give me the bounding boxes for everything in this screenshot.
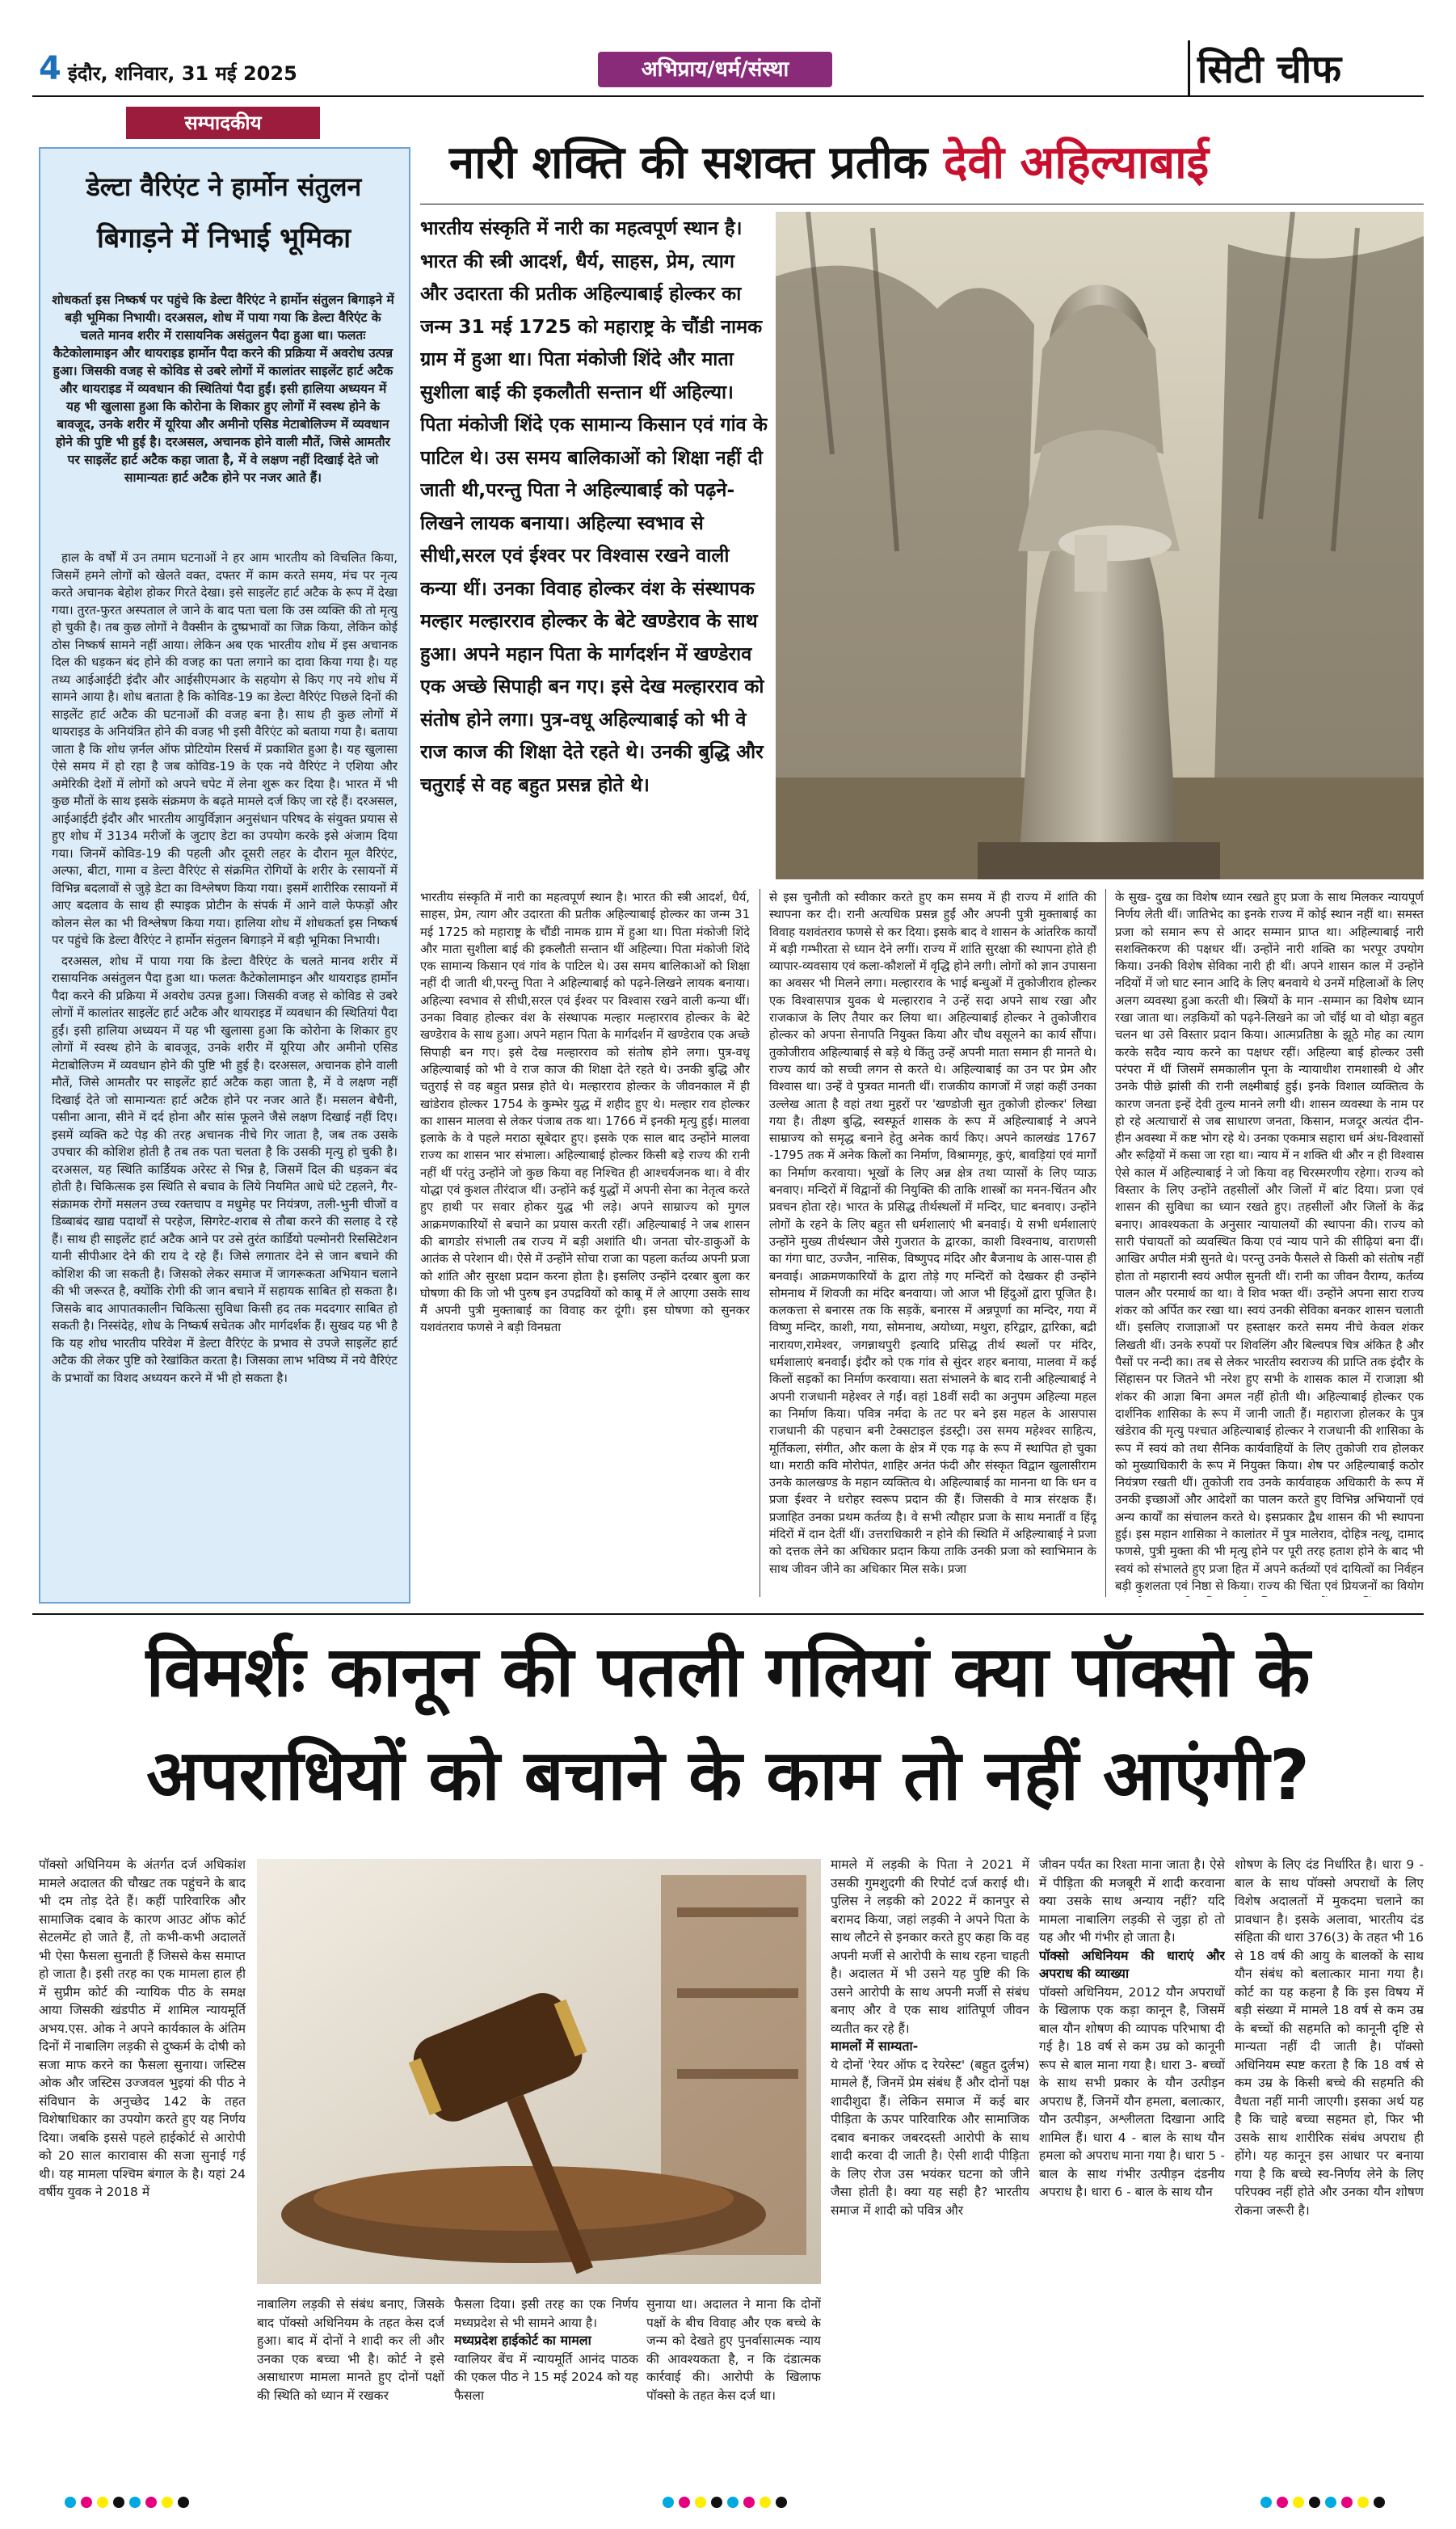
print-color-marks <box>1260 2496 1390 2511</box>
gavel-photo <box>257 1859 821 2284</box>
header-rule <box>32 95 1424 97</box>
ahilya-headline-highlight: देवी अहिल्याबाई <box>943 137 1210 189</box>
column-divider <box>1105 889 1106 1597</box>
ahilya-headline-main: नारी शक्ति की सशक्त प्रतीक <box>449 137 928 189</box>
vimarsh-col3-text: फैसला दिया। इसी तरह का एक निर्णय मध्यप्रदेश से भी सामने आया है। <box>454 2297 638 2330</box>
section-divider <box>32 1613 1424 1615</box>
vimarsh-col6-text: जीवन पर्यंत का रिश्ता माना जाता है। ऐसे में पीड़िता की मजबूरी में शादी करवाना क्या उसके साथ अन्याय नहीं? यदि मामला नाबालिग लड़की से जुड़ा हो तो यह और भी गंभीर हो जाता है। <box>1039 1857 1225 1945</box>
vimarsh-column-2: नाबालिग लड़की से संबंध बनाए, जिसके बाद पॉक्सो अधिनियम के तहत केस दर्ज हुआ। बाद में दोनों ने शादी कर ली और उनका एक बच्चा भी है। कोर्ट ने इसे असाधारण मामला मानते हुए दोनों पक्षों की स्थिति को ध्यान में रखकर <box>257 2297 444 2403</box>
section-label: अभिप्राय/धर्म/संस्था <box>598 52 832 87</box>
vimarsh-subhead-mp: मध्यप्रदेश हाईकोर्ट का मामला <box>454 2333 591 2348</box>
vimarsh-column-5 <box>831 1856 1029 2455</box>
editorial-headline-1: डेल्टा वैरिएंट ने हार्मोन संतुलन <box>86 171 362 202</box>
vimarsh-column-3 <box>454 2295 638 2455</box>
page-number: 4 <box>39 50 61 87</box>
vimarsh-column-6 <box>1039 1856 1225 2455</box>
ahilya-column-2: से इस चुनौती को स्वीकार करते हुए कम समय में ही राज्य में शांति की स्थापना कर दी। रानी अत्यधिक प्रसन्न हुईं और अपनी पुत्री मुक्ताबाई का विवाह यशवंतराव फणसे से कर दिया। इसके बाद वे शासन के आंतरिक कार्यों में बड़ी गम्भीरता से ध्यान देने लगीं। राज्य में शांति सुरक्षा की स्थापना होते ही व्यापार-व्यवसाय एवं कला-कौशलों में वृद्धि होने लगी। लोगों को ज्ञान उपासना का अवसर भी मिलने लगा। मल्हारराव के भाई बन्धुओं में तुकोजीराव होल्कर एक विश्वासपात्र युवक थे मल्हारराव ने उन्हें सदा अपने साथ रखा और राजकाज के लिए तैयार कर लिया था। अहिल्याबाई होल्कर ने तुकोजीराव होल्कर को अपना सेनापति नियुक्त किया और चौथ वसूलने का कार्य सौंपा। तुकोजीराव अहिल्याबाई से बड़े थे किंतु उन्हें अपनी माता समान ही मानते थे। राज्य कार्य को सच्ची लगन से करते थे। अहिल्याबाई का उन पर प्रेम और विश्वास था। उन्हें वे पुत्रवत मानती थीं। राजकीय कागजों में जहां कहीं उनका उल्लेख आता है वहां तथा मुहरों पर 'खण्डोजी सुत तुकोजी होल्कर' लिखा गया है। तीक्ष्ण बुद्धि, स्वस्फूर्त शासक के रूप में अहिल्याबाई ने अपने साम्राज्य को समृद्ध बनाने हेतु अनेक कार्य किए। अपने कालखंड 1767 -1795 तक में अनेक किलों का निर्माण, विश्रामगृह, कुएं, बावड़ियां एवं मार्गों का निर्माण करवाया। भूखों के लिए अन्न क्षेत्र तथा प्यासों के लिए प्याऊ बनवाए। मन्दिरों में विद्वानों की नियुक्ति की ताकि शास्त्रों का मनन-चिंतन और प्रवचन होता रहे। भारत के प्रसिद्ध तीर्थस्थलों में मन्दिर, घाट बनवाए। उन्होंने लोगों के रहने के लिए बहुत सी धर्मशालाएं भी बनवाई। ये सभी धर्मशालाएं उन्होंने मुख्य तीर्थस्थान जैसे गुजरात के द्वारका, काशी विश्वनाथ, वाराणसी का गंगा घाट, उज्जैन, नासिक, विष्णुपद मंदिर और बैजनाथ के आस-पास ही बनवाई। आक्रमणकारियों के द्वारा तोड़े गए मन्दिरों को देखकर ही उन्होंने सोमनाथ में शिवजी का मंदिर बनवाया। जो आज भी हिंदुओं द्वारा पूजित है। कलकत्ता से बनारस तक कि सड़कें, बनारस में अन्नपूर्णा का मन्दिर, गया में विष्णु मन्दिर, काशी, गया, सोमनाथ, अयोध्या, मथुरा, हरिद्वार, द्वारिका, बद्री नारायण,रामेश्वर, जगन्नाथपुरी इत्यादि प्रसिद्ध तीर्थ स्थलों पर मंदिर, धर्मशालाएं बनवाईं। इंदौर को एक गांव से सुंदर शहर बनाया, मालवा में कई किलों सड़कों का निर्माण करवाया। सता संभालने के बाद रानी अहिल्याबाई ने अपनी राजधानी महेश्वर ले गईं। वहां 18वीं सदी का अनुपम अहिल्या महल का निर्माण किया। पवित्र नर्मदा के तट पर बने इस महल के आसपास राजधानी की पहचान बनी टेक्सटाइल इंडस्ट्री। उस समय महेश्वर साहित्य, मूर्तिकला, संगीत, और कला के क्षेत्र में एक गढ़ के रूप में स्थापित हो चुका था। मराठी कवि मोरोपंत, शाहिर अनंत फंदी और संस्कृत विद्वान खुलासीराम उनके कालखण्ड के महान व्यक्तित्व थे। अहिल्याबाई का मानना था कि धन व प्रजा ईश्वर ने धरोहर स्वरूप प्रदान की हैं। जिसकी वे मात्र संरक्षक हैं। प्रजाहित उनका प्रथम कर्तव्य है। वे सभी त्यौहार प्रजा के साथ मनातीं व हिंदू मंदिरों में दान देतीं थीं। उत्तराधिकारी न होने की स्थिति में अहिल्याबाई ने प्रजा को दत्तक लेने का अधिकार प्रदान किया ताकि उनकी प्रजा को स्वाभिमान के साथ जीवन जीने का अधिकार मिल सके। प्रजा <box>769 891 1096 1576</box>
date-line: इंदौर, शनिवार, 31 मई 2025 <box>68 62 297 85</box>
vimarsh-col6-text-b: पॉक्सो अधिनियम, 2012 यौन अपराधों के खिलाफ एक कड़ा कानून है, जिसमें बाल यौन शोषण की व्यापक परिभाषा दी गई है। 18 वर्ष से कम उम्र को कानूनी रूप से बाल माना गया है। धारा 3- बच्चों के साथ सभी प्रकार के यौन उत्पीड़न अपराध हैं, जिनमें यौन हमला, बलात्कार, यौन उत्पीड़न, अश्लीलता दिखाना आदि शामिल हैं। धारा 4 - बाल के साथ यौन हमला को अपराध माना गया है। धारा 5 - बाल के साथ गंभीर उत्पीड़न दंडनीय अपराध है। धारा 6 - बाल के साथ यौन <box>1039 1984 1225 2199</box>
newspaper-brand: सिटी चीफ <box>1197 47 1342 92</box>
vimarsh-headline-1: विमर्शः कानून की पतली गलियां क्या पॉक्सो के <box>145 1632 1311 1713</box>
vimarsh-subhead-similarity: मामलों में साम्यता- <box>831 2038 919 2054</box>
header-bracket-icon <box>1188 40 1195 95</box>
editorial-lead: शोधकर्ता इस निष्कर्ष पर पहुंचे कि डेल्टा वैरिएंट ने हार्मोन संतुलन बिगाड़ने में बड़ी भूमिका निभायी। दरअसल, शोध में पाया गया कि डेल्टा वैरिएंट के चलते मानव शरीर में रासायनिक असंतुलन पैदा हुआ था। फलतः कैटेकोलामाइन और थायराइड हार्मोन पैदा करने की प्रक्रिया में अवरोध उत्पन्न हुआ। जिसकी वजह से कोविड से उबरे लोगों में कालांतर साइलेंट हार्ट अटैक और थायराइड में व्यवधान की स्थितियां पैदा हुईं। इसी हालिया अध्ययन में यह भी खुलासा हुआ कि कोरोना के शिकार हुए लोगों में स्वस्थ होने के बावजूद, उनके शरीर में यूरिया और अमीनो एसिड मेटाबोलिज्म में व्यवधान होने की पुष्टि भी हुई है। दरअसल, अचानक होने वाली मौतें, जिसे आमतौर पर साइलेंट हार्ट अटैक कहा जाता है, में वे लक्षण नहीं दिखाई देते जो सामान्यतः हार्ट अटैक होने पर नजर आते हैं। <box>52 293 394 485</box>
vimarsh-col3-text-b: ग्वालियर बेंच में न्यायमूर्ति आनंद पाठक की एकल पीठ ने 15 मई 2024 को यह फैसला <box>454 2351 638 2403</box>
vimarsh-col5-text: मामले में लड़की के पिता ने 2021 में उसकी गुमशुदगी की रिपोर्ट दर्ज कराई थी। पुलिस ने लड़की को 2022 में कानपुर से बरामद किया, जहां लड़की ने अपने पिता के साथ लौटने से इनकार करते हुए कहा कि वह अपनी मर्जी से आरोपी के साथ रहना चाहती है। अदालत में भी उसने यह पुष्टि की कि उसने आरोपी के साथ अपनी मर्जी से संबंध बनाए और वे एक साथ शांतिपूर्ण जीवन व्यतीत कर रहे हैं। <box>831 1857 1029 2036</box>
vimarsh-column-4: सुनाया था। अदालत ने माना कि दोनों पक्षों के बीच विवाह और एक बच्चे के जन्म को देखते हुए पुनर्वासात्मक न्याय की आवश्यकता है, न कि दंडात्मक कार्रवाई की। आरोपी के खिलाफ पॉक्सो के तहत केस दर्ज था। <box>646 2297 821 2403</box>
editorial-tag: सम्पादकीय <box>126 107 320 139</box>
editorial-paragraph: हाल के वर्षों में उन तमाम घटनाओं ने हर आम भारतीय को विचलित किया, जिसमें हमने लोगों को खेलते वक्त, दफ्तर में काम करते समय, मंच पर नृत्य करते अचानक बेहोश होकर गिरते देखा। इसे साइलेंट हार्ट अटैक के रूप में देखा गया। तुरत-फुरत अस्पताल ले जाने के बाद पता चला कि उस व्यक्ति की तो मृत्यु हो चुकी है। तब कुछ लोगों ने वैक्सीन के दुष्प्रभावों का जिक्र किया, लेकिन कोई ठोस निष्कर्ष सामने नहीं आया। लेकिन अब एक भारतीय शोध में इस अचानक दिल की धड़कन बंद होने की वजह का पता लगाने का दावा किया गया है। यह तथ्य आईआईटी इंदौर और आईसीएमआर के सहयोग से किए गए नये शोध में सामने आया है। शोध बताता है कि कोविड-19 का डेल्टा वैरिएंट पिछले दिनों की साइलेंट हार्ट अटैक की घटनाओं की वजह बना है। साथ ही कुछ लोगों में थायराइड के अनियंत्रित होने की वजह भी इसी वैरिएंट को बताया गया है। बताया जाता है कि शोध ज़र्नल ऑफ प्रोटियोम रिसर्च में प्रकाशित हुआ है। यह खुलासा ऐसे समय में हो रहा है जब कोविड-19 के एक नये वैरिएंट ने एशिया और अमेरिकी देशों में लोगों को अपने चपेट में लेना शुरू कर दिया है। भारत में भी कुछ मौतों के साथ इसके संक्रमण के बढ़ते मामले दर्ज किए जा रहे हैं। दरअसल, आईआईटी इंदौर और भारतीय आयुर्विज्ञान अनुसंधान परिषद के संयुक्त प्रयास से हुए शोध में 3134 मरीजों के जुटाए डेटा का उपयोग करके इसे अंजाम दिया गया। जिनमें कोविड-19 की पहली और दूसरी लहर के दौरान मूल वैरिएंट, अल्फा, बीटा, गामा व डेल्टा वैरिएंट से संक्रमित रोगियों के शरीर के रसायनों में विभिन्न बदलावों से जुड़े डेटा का विश्लेषण किया गया। इसमें शारीरिक रसायनों में आए बदलाव के साथ ही स्पाइक प्रोटीन के संपर्क में आने वाले फेफड़ों और कोलन सेल का भी विश्लेषण किया गया। हालिया शोध में शोधकर्ता इस निष्कर्ष पर पहुंचे कि डेल्टा वैरिएंट ने हार्मोन संतुलन बिगाड़ने में बड़ी भूमिका निभायी। <box>52 550 398 947</box>
editorial-body <box>52 550 398 1592</box>
ahilya-column-3: के सुख- दुख का विशेष ध्यान रखते हुए प्रजा के साथ मिलकर न्यायपूर्ण निर्णय लेती थीं। जातिभेद का इनके राज्य में कोई स्थान नहीं था। समस्त प्रजा को समान रूप से आदर सम्मान प्राप्त था। अहिल्याबाई नारी सशक्तिकरण की पक्षधर थीं। उन्होंने नारी शक्ति का भरपूर उपयोग किया। उनकी विशेष सेविका नारी ही थीं। अपने शासन काल में उन्होंने नदियों में जो घाट स्नान आदि के लिए बनवाये थे उनमें महिलाओं के लिए अलग व्यवस्था हुआ करती थी। स्त्रियों के मान -सम्मान का विशेष ध्यान रखा जाता था। लड़कियों को पढ़ने-लिखने का जो चाँई था वो थोड़ा बहुत चलन था उसे विस्तार प्रदान किया। आत्मप्रतिष्ठा के झूठे मोह का त्याग करके सदैव न्याय करने का पक्षधर रहीं। अहिल्या बाई होल्कर उसी परंपरा में थीं जिसमें समकालीन पूना के न्यायाधीश रामशास्त्री थे और उनके पीछे झांसी की रानी लक्ष्मीबाई हुई। इनके विशाल व्यक्तित्व के कारण जनता इन्हें देवी तुल्य मानने लगी थी। शासन व्यवस्था के नाम पर हो रहे अत्याचारों से जब साधारण जनता, किसान, मजदूर अत्यंत दीन-हीन अवस्था में कष्ट भोग रहे थे। उनका एकमात्र सहारा धर्म अंध-विश्वासों और रूढ़ियों में कसा जा रहा था। न्याय में न शक्ति थी और न ही विश्वास ऐसे काल में अहिल्याबाई ने जो किया वह चिरस्मरणीय रहेगा। राज्य को विस्तार के लिए उन्होंने तहसीलों और जिलों में बांट दिया। प्रजा एवं शासन की सुविधा का ध्यान रखते हुए। तहसीलों और जिलों के केंद्र बनाए। आवश्यकता के अनुसार न्यायालयों की स्थापना की। राज्य को सारी पंचायतों को व्यवस्थित किया एवं न्याय पाने की सीढ़ियां बना दीं। आखिर अपील मंत्री सुनते थे। परन्तु उनके फैसले से किसी को संतोष नहीं होता तो महारानी स्वयं अपील सुनती थीं। रानी का जीवन वैराग्य, कर्तव्य पालन और परमार्थ का था। वे शिव भक्त थीं। उन्होंने अपना सारा राज्य शंकर को अर्पित कर रखा था। स्वयं उनकी सेविका बनकर शासन चलाती थीं। इसलिए राजाज्ञाओं पर हस्ताक्षर करते समय नीचे केवल शंकर लिखती थीं। उनके रुपयों पर शिवलिंग और बिल्वपत्र चित्र अंकित है और पैसों पर नन्दी का। तब से लेकर भारतीय स्वराज्य की प्राप्ति तक इंदौर के सिंहासन पर जितने भी नरेश हुए सभी के शासक काल में राजाज्ञा श्री शंकर की आज्ञा बिना अमल नहीं होती थी। अहिल्याबाई होल्कर एक दार्शनिक शासिका के रूप में जानी जाती हैं। महाराजा होलकर के पुत्र खंडेराव की मृत्यु पश्चात अहिल्याबाई होल्कर ने राजधानी की शासिका के रूप में स्वयं को तथा सैनिक कार्यवाहियों के लिए तुकोजी राव होलकर को मुख्याधिकारी के रूप में नियुक्त किया। शेष पर अहिल्याबाई कठोर नियंत्रण रखती थीं। तुकोजी राव उनके कार्यवाहक अधिकारी के रूप में उनकी इच्छाओं और आदेशों का पालन करते हुए विभिन्न अभियानों एवं अन्य कार्यों का संचालन करते थे। इसप्रकार द्वैध शासन की भी स्थापना हुई। इस महान शासिका ने कालांतर में पुत्र मालेराव, दोहित्र नत्थू, दामाद फणसे, पुत्री मुक्ता की भी मृत्यु होने पर पूरी तरह हताश होने के बाद भी स्वयं को संभालते हुए प्रजा हित में अपने कर्तव्यों एवं दायित्वों का निर्वहन बड़ी कुशलता एवं निष्ठा से किया। राज्य की चिंता एवं प्रियजनों का वियोग <box>1115 891 1424 1593</box>
ahilya-statue-photo <box>776 212 1424 879</box>
vimarsh-column-7: शोषण के लिए दंड निर्धारित है। धारा 9 - बाल के साथ पॉक्सो अपराधों के लिए विशेष अदालतों में मुकदमा चलाने का प्रावधान है। इसके अलावा, भारतीय दंड संहिता की धारा 376(3) के तहत भी 16 से 18 वर्ष की आयु के बालकों के साथ यौन संबंध को बलात्कार माना गया है। कोर्ट का यह कहना है कि इस विषय में बड़ी संख्या में मामले 18 वर्ष से कम उम्र के बच्चों की सहमति को कानूनी दृष्टि से मान्यता नहीं दी जाती है। पॉक्सो अधिनियम स्पष्ट करता है कि 18 वर्ष से कम उम्र के किसी बच्चे की सहमति की वैधता नहीं मानी जाएगी। इसका अर्थ यह है कि चाहे बच्चा सहमत हो, फिर भी उसके साथ शारीरिक संबंध अपराध ही होंगे। यह कानून इस आधार पर बनाया गया है कि बच्चे स्व-निर्णय लेने के लिए परिपक्व नहीं होते और उनका यौन शोषण रोकना जरूरी है। <box>1235 1857 1424 2218</box>
ahilya-intro: भारतीय संस्कृति में नारी का महत्वपूर्ण स्थान है। भारत की स्त्री आदर्श, धैर्य, साहस, प्रेम, त्याग और उदारता की प्रतीक अहिल्याबाई होल्कर का जन्म 31 मई 1725 को महाराष्ट्र के चौंडी नामक ग्राम में हुआ था। पिता मंकोजी शिंदे और माता सुशीला बाई की इकलौती सन्तान थीं अहिल्या। पिता मंकोजी शिंदे एक सामान्य किसान एवं गांव के पाटिल थे। उस समय बालिकाओं को शिक्षा नहीं दी जाती थी,परन्तु पिता ने अहिल्याबाई को पढ़ने-लिखने लायक बनाया। अहिल्या स्वभाव से सीधी,सरल एवं ईश्वर पर विश्वास रखने वाली कन्या थीं। उनका विवाह होल्कर वंश के संस्थापक मल्हार मल्हारराव होल्कर के बेटे खण्डेराव के साथ हुआ। अपने महान पिता के मार्गदर्शन में खण्डेराव एक अच्छे सिपाही बन गए। इसे देख मल्हारराव को संतोष होने लगा। पुत्र-वधू अहिल्याबाई को भी वे राज काज की शिक्षा देते रहते थे। उनकी बुद्धि और चतुराई से वह बहुत प्रसन्न होते थे। <box>420 217 768 796</box>
vimarsh-subhead-pocso: पॉक्सो अधिनियम की धाराएं और अपराध की व्याख्या <box>1039 1947 1225 1981</box>
print-color-marks <box>65 2496 194 2511</box>
gavel-image <box>257 1859 821 2284</box>
vimarsh-headline-2: अपराधियों को बचाने के काम तो नहीं आएंगी? <box>146 1735 1310 1816</box>
print-color-marks <box>663 2496 792 2511</box>
statue-image <box>776 212 1424 879</box>
editorial-headline-2: बिगाड़ने में निभाई भूमिका <box>96 222 351 255</box>
vimarsh-col5-text-b: ये दोनों 'रेयर ऑफ द रेयरेस्ट' (बहुत दुर्लभ) मामले हैं, जिनमें प्रेम संबंध हैं और दोनों पक्ष शादीशुदा हैं। लेकिन समाज में कई बार पीड़िता के ऊपर पारिवारिक और सामाजिक दबाव बनाकर जबरदस्ती आरोपी के साथ शादी करवा दी जाती है। ऐसी शादी पीड़िता के लिए रोज उस भयंकर घटना को जीने जैसा होती है। क्या यह सही है? भारतीय समाज में शादी को पवित्र और <box>831 2057 1029 2218</box>
editorial-paragraph: दरअसल, शोध में पाया गया कि डेल्टा वैरिएंट के चलते मानव शरीर में रासायनिक असंतुलन पैदा हुआ था। फलतः कैटेकोलामाइन और थायराइड हार्मोन पैदा करने की प्रक्रिया में अवरोध उत्पन्न हुआ। जिसकी वजह से कोविड से उबरे लोगों में कालांतर साइलेंट हार्ट अटैक और थायराइड में व्यवधान की स्थितियां पैदा हुईं। इसी हालिया अध्ययन में यह भी खुलासा हुआ कि कोरोना के शिकार हुए लोगों में स्वस्थ होने के बावजूद, उनके शरीर में यूरिया और अमीनो एसिड मेटाबोलिज्म में व्यवधान होने की पुष्टि भी हुई है। दरअसल, अचानक होने वाली मौतें, जिसे आमतौर पर साइलेंट हार्ट अटैक कहा जाता है, में वे लक्षण नहीं दिखाई देते जो सामान्यतः हार्ट अटैक होने पर नजर आते हैं। मसलन बेचैनी, पसीना आना, सीने में दर्द होना और सांस फूलने जैसे लक्षण दिखाई नहीं दिए। इसमें व्यक्ति कटे पेड़ की तरह अचानक नीचे गिर जाता है, जब तक उसके उपचार की कोशिश होती है तब तक पता चलता है कि उसकी मृत्यु हो चुकी है। दरअसल, यह स्थिति कार्डियक अरेस्ट से भिन्न है, जिसमें दिल की धड़कन बंद होती है। चिकित्सक इस स्थिति से बचाव के लिये नियमित आधे घंटे टहलने, गैर-संक्रामक रोगों मसलन उच्च रक्तचाप व मधुमेह पर नियंत्रण, तली-भुनी चीजों व डिब्बाबंद खाद्य पदार्थों से परहेज, सिगरेट-शराब से तौबा करने की सलाह दे रहे हैं। साथ ही साइलेंट हार्ट अटैक आने पर उसे तुरंत कार्डियो पल्मोनरी रिससिटेशन यानी सीपीआर देने की राय दे रहे हैं। जिसे लगातार देने से जान बचाने की कोशिश की जा सकती है। जिसको लेकर समाज में जागरूकता अभियान चलाने की भी जरूरत है, क्योंकि रोगी की जान बचाने में सहायक साबित हो सकता है। जिसके बाद आपातकालीन चिकित्सा सुविधा किसी हद तक मददगार साबित हो सकती है। निस्संदेह, शोध के निष्कर्ष सचेतक और मार्गदर्शक हैं। सुखद यह भी है कि यह शोध भारतीय परिवेश में डेल्टा वैरिएंट के प्रभाव से उपजे साइलेंट हार्ट अटैक की लेकर पुष्टि को रेखांकित करता है। जिसका लाभ भविष्य में नये वैरिएंट के प्रभावों का विशद अध्ययन करने में भी हो सकता है। <box>52 953 398 1385</box>
ahilya-headline <box>449 131 1427 196</box>
ahilya-column-1: भारतीय संस्कृति में नारी का महत्वपूर्ण स्थान है। भारत की स्त्री आदर्श, धैर्य, साहस, प्रेम, त्याग और उदारता की प्रतीक अहिल्याबाई होल्कर का जन्म 31 मई 1725 को महाराष्ट्र के चौंडी नामक ग्राम में हुआ था। पिता मंकोजी शिंदे और माता सुशीला बाई की इकलौती सन्तान थीं अहिल्या। पिता मंकोजी शिंदे एक सामान्य किसान एवं गांव के पाटिल थे। उस समय बालिकाओं को शिक्षा नहीं दी जाती थी,परन्तु पिता ने अहिल्याबाई को पढ़ने-लिखने लायक बनाया। अहिल्या स्वभाव से सीधी,सरल एवं ईश्वर पर विश्वास रखने वाली कन्या थीं। उनका विवाह होल्कर वंश के संस्थापक मल्हार मल्हारराव होल्कर के बेटे खण्डेराव के साथ हुआ। अपने महान पिता के मार्गदर्शन में खण्डेराव एक अच्छे सिपाही बन गए। इसे देख मल्हारराव को संतोष होने लगा। पुत्र-वधू अहिल्याबाई को भी वे राज काज की शिक्षा देते रहते थे। उनकी बुद्धि और चतुराई से वह बहुत प्रसन्न होते थे। मल्हारराव होल्कर के जीवनकाल में ही खांडेराव होल्कर 1754 के कुम्भेर युद्ध में शहीद हुए थे। मल्हार राव होल्कर का शासन मालवा से लेकर पंजाब तक था। 1766 में इनकी मृत्यु हुई। मालवा इलाके के वे पहले मराठा सूबेदार हुए। इसके एक साल बाद उन्होंने मालवा राज्य का शासन भार संभाला। अहिल्याबाई होल्कर किसी बड़े राज्य की रानी नहीं थीं परंतु उन्होंने जो कुछ किया वह निश्चित ही आश्चर्यजनक था। वे वीर योद्धा एवं कुशल तीरंदाज थीं। उन्होंने कई युद्धों में अपनी सेना का नेतृत्व करते हुए हाथी पर सवार होकर युद्ध भी लड़े। अपने साम्राज्य को मुगल आक्रमणकारियों से बचाने का प्रयास करती रहीं। अहिल्याबाई ने जब शासन की बागडोर संभाली तब राज्य में बड़ी अशांति थी। जनता चोर-डाकुओं के आतंक से परेशान थी। ऐसे में उन्होंने सोचा राजा का पहला कर्तव्य अपनी प्रजा को शांति और सुरक्षा प्रदान करना होता है। इसलिए उन्होंने दरबार बुला कर घोषणा की कि जो भी पुरुष इन उपद्रवियों को काबू में ले आएगा उसके साथ मैं अपनी पुत्री मुक्ताबाई का विवाह कर दूंगी। इस घोषणा को सुनकर यशवंतराव फणसे ने बड़ी विनम्रता <box>420 891 750 1335</box>
vimarsh-column-1: पॉक्सो अधिनियम के अंतर्गत दर्ज अधिकांश मामले अदालत की चौखट तक पहुंचने के बाद भी दम तोड़ देते हैं। कहीं पारिवारिक और सामाजिक दबाव के कारण आउट ऑफ कोर्ट सेटलमेंट हो जाते हैं, तो कभी-कभी अदालतें भी ऐसा फैसला सुनाती हैं जिससे केस समाप्त हो जाता है। इसी तरह का एक मामला हाल ही में सुप्रीम कोर्ट की न्यायिक पीठ के समक्ष आया जिसकी खंडपीठ में शामिल न्यायमूर्ति अभय.एस. ओक ने अपने कार्यकाल के अंतिम दिनों में नाबालिग लड़की से दुष्कर्म के दोषी को सजा माफ करने का फैसला सुनाया। जस्टिस ओक और जस्टिस उज्जवल भुइयां की पीठ ने संविधान के अनुच्छेद 142 के तहत विशेषाधिकार का उपयोग करते हुए यह निर्णय दिया। जबकि इससे पहले हाईकोर्ट से आरोपी को 20 साल कारावास की सजा सुनाई गई थी। यह मामला पश्चिम बंगाल के है। यहां 24 वर्षीय युवक ने 2018 में <box>39 1857 246 2199</box>
